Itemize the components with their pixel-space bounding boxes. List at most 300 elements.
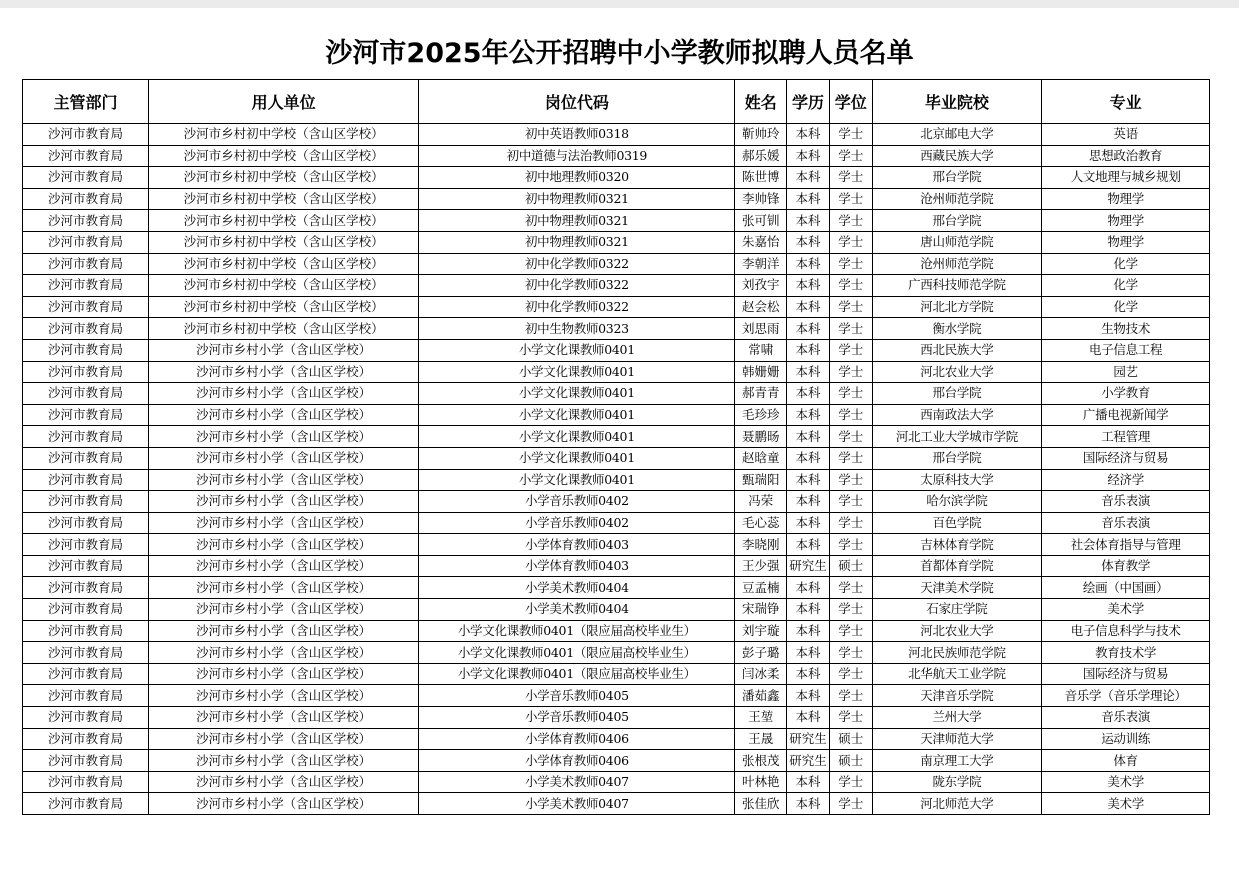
cell-education: 本科 (787, 707, 830, 729)
cell-employer: 沙河市乡村小学（含山区学校） (149, 361, 419, 383)
cell-degree: 学士 (829, 404, 872, 426)
cell-education: 本科 (787, 663, 830, 685)
table-row (23, 491, 1210, 513)
cell-major: 小学教育 (1042, 383, 1210, 405)
cell-position-code: 初中英语教师0318 (419, 124, 735, 146)
table-row (23, 534, 1210, 556)
cell-position-code: 小学文化课教师0401（限应届高校毕业生） (419, 642, 735, 664)
table-body (23, 124, 1210, 815)
cell-major: 化学 (1042, 275, 1210, 297)
cell-name: 赵会松 (735, 296, 787, 318)
cell-position-code: 小学文化课教师0401 (419, 383, 735, 405)
table-row (23, 339, 1210, 361)
cell-education: 本科 (787, 599, 830, 621)
cell-name: 王晟 (735, 728, 787, 750)
cell-degree: 学士 (829, 383, 872, 405)
cell-school: 天津音乐学院 (872, 685, 1042, 707)
cell-name: 王堃 (735, 707, 787, 729)
cell-degree: 学士 (829, 145, 872, 167)
cell-education: 本科 (787, 188, 830, 210)
cell-employer: 沙河市乡村小学（含山区学校） (149, 383, 419, 405)
cell-school: 邢台学院 (872, 383, 1042, 405)
cell-employer: 沙河市乡村小学（含山区学校） (149, 534, 419, 556)
table-row (23, 685, 1210, 707)
cell-degree: 学士 (829, 210, 872, 232)
table-row (23, 231, 1210, 253)
cell-name: 闫冰柔 (735, 663, 787, 685)
cell-school: 衡水学院 (872, 318, 1042, 340)
cell-major: 物理学 (1042, 188, 1210, 210)
cell-employer: 沙河市乡村小学（含山区学校） (149, 555, 419, 577)
cell-degree: 学士 (829, 512, 872, 534)
cell-department: 沙河市教育局 (23, 275, 149, 297)
cell-degree: 学士 (829, 642, 872, 664)
cell-employer: 沙河市乡村小学（含山区学校） (149, 404, 419, 426)
cell-degree: 学士 (829, 124, 872, 146)
cell-employer: 沙河市乡村初中学校（含山区学校） (149, 124, 419, 146)
cell-school: 西南政法大学 (872, 404, 1042, 426)
cell-position-code: 小学体育教师0403 (419, 534, 735, 556)
cell-degree: 学士 (829, 577, 872, 599)
table-row (23, 188, 1210, 210)
cell-education: 本科 (787, 145, 830, 167)
cell-department: 沙河市教育局 (23, 447, 149, 469)
cell-name: 张佳欣 (735, 793, 787, 815)
cell-degree: 学士 (829, 253, 872, 275)
cell-department: 沙河市教育局 (23, 534, 149, 556)
cell-name: 甄瑞阳 (735, 469, 787, 491)
cell-department: 沙河市教育局 (23, 124, 149, 146)
cell-education: 本科 (787, 318, 830, 340)
cell-education: 本科 (787, 793, 830, 815)
cell-department: 沙河市教育局 (23, 469, 149, 491)
cell-major: 国际经济与贸易 (1042, 447, 1210, 469)
cell-position-code: 小学文化课教师0401 (419, 339, 735, 361)
cell-name: 豆孟楠 (735, 577, 787, 599)
cell-school: 河北工业大学城市学院 (872, 426, 1042, 448)
cell-major: 英语 (1042, 124, 1210, 146)
cell-major: 电子信息工程 (1042, 339, 1210, 361)
cell-department: 沙河市教育局 (23, 253, 149, 275)
header-department: 主管部门 (23, 80, 149, 124)
header-employer: 用人单位 (149, 80, 419, 124)
cell-education: 研究生 (787, 555, 830, 577)
cell-position-code: 初中生物教师0323 (419, 318, 735, 340)
header-major: 专业 (1042, 80, 1210, 124)
cell-position-code: 小学文化课教师0401 (419, 426, 735, 448)
cell-employer: 沙河市乡村小学（含山区学校） (149, 771, 419, 793)
header-school: 毕业院校 (872, 80, 1042, 124)
cell-employer: 沙河市乡村初中学校（含山区学校） (149, 318, 419, 340)
cell-employer: 沙河市乡村小学（含山区学校） (149, 728, 419, 750)
cell-degree: 学士 (829, 275, 872, 297)
cell-department: 沙河市教育局 (23, 577, 149, 599)
cell-school: 邢台学院 (872, 210, 1042, 232)
cell-name: 潘茹鑫 (735, 685, 787, 707)
table-row (23, 253, 1210, 275)
cell-employer: 沙河市乡村小学（含山区学校） (149, 447, 419, 469)
cell-school: 天津师范大学 (872, 728, 1042, 750)
cell-name: 毛心蕊 (735, 512, 787, 534)
cell-employer: 沙河市乡村初中学校（含山区学校） (149, 253, 419, 275)
cell-school: 石家庄学院 (872, 599, 1042, 621)
cell-major: 生物技术 (1042, 318, 1210, 340)
cell-employer: 沙河市乡村初中学校（含山区学校） (149, 296, 419, 318)
cell-department: 沙河市教育局 (23, 145, 149, 167)
cell-position-code: 小学音乐教师0402 (419, 491, 735, 513)
cell-employer: 沙河市乡村小学（含山区学校） (149, 620, 419, 642)
cell-position-code: 小学文化课教师0401（限应届高校毕业生） (419, 620, 735, 642)
cell-education: 本科 (787, 491, 830, 513)
cell-department: 沙河市教育局 (23, 728, 149, 750)
cell-employer: 沙河市乡村小学（含山区学校） (149, 339, 419, 361)
cell-position-code: 初中物理教师0321 (419, 231, 735, 253)
cell-department: 沙河市教育局 (23, 296, 149, 318)
cell-education: 本科 (787, 231, 830, 253)
cell-name: 张根茂 (735, 750, 787, 772)
cell-major: 化学 (1042, 253, 1210, 275)
cell-employer: 沙河市乡村小学（含山区学校） (149, 577, 419, 599)
cell-department: 沙河市教育局 (23, 318, 149, 340)
cell-school: 河北民族师范学院 (872, 642, 1042, 664)
cell-position-code: 小学文化课教师0401（限应届高校毕业生） (419, 663, 735, 685)
cell-education: 本科 (787, 404, 830, 426)
header-education: 学历 (787, 80, 830, 124)
table-row (23, 167, 1210, 189)
table-row (23, 620, 1210, 642)
cell-major: 音乐表演 (1042, 707, 1210, 729)
cell-degree: 学士 (829, 318, 872, 340)
cell-major: 音乐学（音乐学理论） (1042, 685, 1210, 707)
cell-education: 本科 (787, 296, 830, 318)
cell-department: 沙河市教育局 (23, 750, 149, 772)
cell-position-code: 小学文化课教师0401 (419, 404, 735, 426)
table-row (23, 275, 1210, 297)
cell-school: 兰州大学 (872, 707, 1042, 729)
cell-major: 工程管理 (1042, 426, 1210, 448)
cell-major: 广播电视新闻学 (1042, 404, 1210, 426)
table-row (23, 383, 1210, 405)
cell-employer: 沙河市乡村小学（含山区学校） (149, 750, 419, 772)
cell-name: 朱嘉怡 (735, 231, 787, 253)
cell-degree: 硕士 (829, 728, 872, 750)
cell-employer: 沙河市乡村小学（含山区学校） (149, 512, 419, 534)
cell-name: 宋瑞铮 (735, 599, 787, 621)
cell-degree: 学士 (829, 793, 872, 815)
cell-school: 河北北方学院 (872, 296, 1042, 318)
cell-position-code: 初中化学教师0322 (419, 275, 735, 297)
cell-employer: 沙河市乡村小学（含山区学校） (149, 599, 419, 621)
header-degree: 学位 (829, 80, 872, 124)
cell-position-code: 初中物理教师0321 (419, 188, 735, 210)
cell-name: 李朝洋 (735, 253, 787, 275)
cell-position-code: 小学体育教师0403 (419, 555, 735, 577)
cell-department: 沙河市教育局 (23, 491, 149, 513)
cell-education: 本科 (787, 124, 830, 146)
cell-education: 本科 (787, 361, 830, 383)
cell-degree: 学士 (829, 771, 872, 793)
cell-degree: 学士 (829, 361, 872, 383)
cell-education: 本科 (787, 426, 830, 448)
cell-major: 物理学 (1042, 231, 1210, 253)
table-row (23, 707, 1210, 729)
cell-school: 吉林体育学院 (872, 534, 1042, 556)
cell-education: 本科 (787, 685, 830, 707)
cell-major: 经济学 (1042, 469, 1210, 491)
cell-education: 研究生 (787, 750, 830, 772)
cell-school: 河北农业大学 (872, 361, 1042, 383)
cell-education: 本科 (787, 383, 830, 405)
cell-degree: 学士 (829, 534, 872, 556)
cell-position-code: 小学音乐教师0402 (419, 512, 735, 534)
cell-name: 郝青青 (735, 383, 787, 405)
cell-employer: 沙河市乡村初中学校（含山区学校） (149, 167, 419, 189)
cell-major: 美术学 (1042, 599, 1210, 621)
cell-employer: 沙河市乡村初中学校（含山区学校） (149, 145, 419, 167)
cell-name: 张可钏 (735, 210, 787, 232)
cell-major: 社会体育指导与管理 (1042, 534, 1210, 556)
cell-education: 本科 (787, 253, 830, 275)
cell-name: 刘思雨 (735, 318, 787, 340)
cell-school: 沧州师范学院 (872, 253, 1042, 275)
cell-employer: 沙河市乡村小学（含山区学校） (149, 663, 419, 685)
cell-major: 运动训练 (1042, 728, 1210, 750)
cell-degree: 学士 (829, 620, 872, 642)
table-row (23, 210, 1210, 232)
cell-position-code: 初中地理教师0320 (419, 167, 735, 189)
cell-department: 沙河市教育局 (23, 339, 149, 361)
cell-name: 李帅锋 (735, 188, 787, 210)
cell-employer: 沙河市乡村小学（含山区学校） (149, 707, 419, 729)
cell-position-code: 小学文化课教师0401 (419, 447, 735, 469)
document-title: 沙河市2025年公开招聘中小学教师拟聘人员名单 (325, 38, 914, 69)
table-row (23, 728, 1210, 750)
cell-school: 南京理工大学 (872, 750, 1042, 772)
cell-school: 哈尔滨学院 (872, 491, 1042, 513)
cell-department: 沙河市教育局 (23, 426, 149, 448)
cell-department: 沙河市教育局 (23, 793, 149, 815)
cell-name: 毛珍珍 (735, 404, 787, 426)
cell-department: 沙河市教育局 (23, 599, 149, 621)
cell-degree: 学士 (829, 663, 872, 685)
cell-department: 沙河市教育局 (23, 210, 149, 232)
cell-education: 本科 (787, 210, 830, 232)
table-row (23, 124, 1210, 146)
cell-department: 沙河市教育局 (23, 555, 149, 577)
cell-education: 本科 (787, 577, 830, 599)
cell-position-code: 小学美术教师0404 (419, 577, 735, 599)
cell-education: 本科 (787, 642, 830, 664)
cell-major: 体育 (1042, 750, 1210, 772)
cell-major: 化学 (1042, 296, 1210, 318)
cell-degree: 学士 (829, 296, 872, 318)
cell-employer: 沙河市乡村小学（含山区学校） (149, 793, 419, 815)
cell-position-code: 小学文化课教师0401 (419, 469, 735, 491)
cell-name: 郝乐媛 (735, 145, 787, 167)
cell-major: 国际经济与贸易 (1042, 663, 1210, 685)
cell-degree: 学士 (829, 707, 872, 729)
cell-employer: 沙河市乡村小学（含山区学校） (149, 491, 419, 513)
cell-employer: 沙河市乡村初中学校（含山区学校） (149, 188, 419, 210)
table-header-row (23, 80, 1210, 124)
table-row (23, 296, 1210, 318)
cell-education: 本科 (787, 167, 830, 189)
cell-position-code: 小学文化课教师0401 (419, 361, 735, 383)
cell-name: 冯荣 (735, 491, 787, 513)
cell-degree: 学士 (829, 426, 872, 448)
table-row (23, 793, 1210, 815)
cell-degree: 学士 (829, 491, 872, 513)
cell-department: 沙河市教育局 (23, 642, 149, 664)
cell-position-code: 初中化学教师0322 (419, 253, 735, 275)
cell-employer: 沙河市乡村初中学校（含山区学校） (149, 275, 419, 297)
cell-school: 太原科技大学 (872, 469, 1042, 491)
cell-employer: 沙河市乡村小学（含山区学校） (149, 642, 419, 664)
cell-education: 本科 (787, 512, 830, 534)
table-row (23, 404, 1210, 426)
cell-degree: 学士 (829, 599, 872, 621)
cell-department: 沙河市教育局 (23, 620, 149, 642)
table-row (23, 555, 1210, 577)
cell-school: 天津美术学院 (872, 577, 1042, 599)
cell-education: 本科 (787, 620, 830, 642)
cell-degree: 学士 (829, 167, 872, 189)
cell-school: 邢台学院 (872, 447, 1042, 469)
cell-position-code: 小学美术教师0407 (419, 793, 735, 815)
cell-employer: 沙河市乡村初中学校（含山区学校） (149, 210, 419, 232)
cell-school: 唐山师范学院 (872, 231, 1042, 253)
cell-education: 本科 (787, 339, 830, 361)
cell-name: 刘宇璇 (735, 620, 787, 642)
cell-degree: 硕士 (829, 750, 872, 772)
cell-name: 常啸 (735, 339, 787, 361)
cell-department: 沙河市教育局 (23, 231, 149, 253)
hiring-roster-table (22, 79, 1210, 815)
table-row (23, 318, 1210, 340)
cell-major: 思想政治教育 (1042, 145, 1210, 167)
table-row (23, 447, 1210, 469)
cell-education: 本科 (787, 534, 830, 556)
cell-school: 广西科技师范学院 (872, 275, 1042, 297)
cell-position-code: 小学美术教师0407 (419, 771, 735, 793)
cell-position-code: 小学体育教师0406 (419, 728, 735, 750)
cell-position-code: 小学体育教师0406 (419, 750, 735, 772)
cell-name: 叶林艳 (735, 771, 787, 793)
cell-school: 西藏民族大学 (872, 145, 1042, 167)
table-row (23, 771, 1210, 793)
cell-employer: 沙河市乡村小学（含山区学校） (149, 685, 419, 707)
table-row (23, 750, 1210, 772)
cell-position-code: 小学音乐教师0405 (419, 707, 735, 729)
cell-school: 邢台学院 (872, 167, 1042, 189)
cell-education: 研究生 (787, 728, 830, 750)
cell-major: 美术学 (1042, 771, 1210, 793)
header-name: 姓名 (735, 80, 787, 124)
top-strip (0, 0, 1239, 8)
cell-department: 沙河市教育局 (23, 361, 149, 383)
cell-major: 物理学 (1042, 210, 1210, 232)
table-row (23, 599, 1210, 621)
cell-school: 陇东学院 (872, 771, 1042, 793)
cell-major: 园艺 (1042, 361, 1210, 383)
cell-major: 美术学 (1042, 793, 1210, 815)
cell-degree: 硕士 (829, 555, 872, 577)
cell-department: 沙河市教育局 (23, 188, 149, 210)
table-row (23, 512, 1210, 534)
cell-department: 沙河市教育局 (23, 771, 149, 793)
cell-position-code: 初中物理教师0321 (419, 210, 735, 232)
cell-degree: 学士 (829, 339, 872, 361)
table-row (23, 145, 1210, 167)
cell-education: 本科 (787, 469, 830, 491)
cell-department: 沙河市教育局 (23, 663, 149, 685)
cell-department: 沙河市教育局 (23, 167, 149, 189)
cell-degree: 学士 (829, 469, 872, 491)
cell-name: 李晓刚 (735, 534, 787, 556)
cell-department: 沙河市教育局 (23, 404, 149, 426)
table-row (23, 663, 1210, 685)
cell-employer: 沙河市乡村初中学校（含山区学校） (149, 231, 419, 253)
table-row (23, 577, 1210, 599)
cell-school: 河北农业大学 (872, 620, 1042, 642)
cell-position-code: 小学音乐教师0405 (419, 685, 735, 707)
cell-department: 沙河市教育局 (23, 383, 149, 405)
cell-position-code: 小学美术教师0404 (419, 599, 735, 621)
cell-major: 体育教学 (1042, 555, 1210, 577)
cell-major: 电子信息科学与技术 (1042, 620, 1210, 642)
cell-degree: 学士 (829, 447, 872, 469)
cell-name: 王少强 (735, 555, 787, 577)
table-row (23, 642, 1210, 664)
cell-name: 陈世博 (735, 167, 787, 189)
cell-employer: 沙河市乡村小学（含山区学校） (149, 426, 419, 448)
cell-name: 靳帅玲 (735, 124, 787, 146)
cell-name: 赵晗童 (735, 447, 787, 469)
cell-degree: 学士 (829, 188, 872, 210)
cell-position-code: 初中道德与法治教师0319 (419, 145, 735, 167)
cell-major: 教育技术学 (1042, 642, 1210, 664)
cell-degree: 学士 (829, 231, 872, 253)
cell-department: 沙河市教育局 (23, 685, 149, 707)
cell-department: 沙河市教育局 (23, 512, 149, 534)
cell-major: 音乐表演 (1042, 491, 1210, 513)
cell-school: 西北民族大学 (872, 339, 1042, 361)
cell-employer: 沙河市乡村小学（含山区学校） (149, 469, 419, 491)
cell-major: 音乐表演 (1042, 512, 1210, 534)
cell-school: 百色学院 (872, 512, 1042, 534)
cell-school: 首都体育学院 (872, 555, 1042, 577)
header-position-code: 岗位代码 (419, 80, 735, 124)
cell-name: 刘孜宇 (735, 275, 787, 297)
cell-position-code: 初中化学教师0322 (419, 296, 735, 318)
cell-degree: 学士 (829, 685, 872, 707)
cell-education: 本科 (787, 771, 830, 793)
cell-education: 本科 (787, 275, 830, 297)
cell-school: 北华航天工业学院 (872, 663, 1042, 685)
cell-school: 沧州师范学院 (872, 188, 1042, 210)
table-row (23, 361, 1210, 383)
cell-major: 人文地理与城乡规划 (1042, 167, 1210, 189)
cell-major: 绘画（中国画） (1042, 577, 1210, 599)
table-row (23, 469, 1210, 491)
cell-school: 北京邮电大学 (872, 124, 1042, 146)
cell-school: 河北师范大学 (872, 793, 1042, 815)
cell-name: 彭子璐 (735, 642, 787, 664)
cell-name: 韩姗姗 (735, 361, 787, 383)
table-row (23, 426, 1210, 448)
cell-department: 沙河市教育局 (23, 707, 149, 729)
cell-name: 聂鹏旸 (735, 426, 787, 448)
